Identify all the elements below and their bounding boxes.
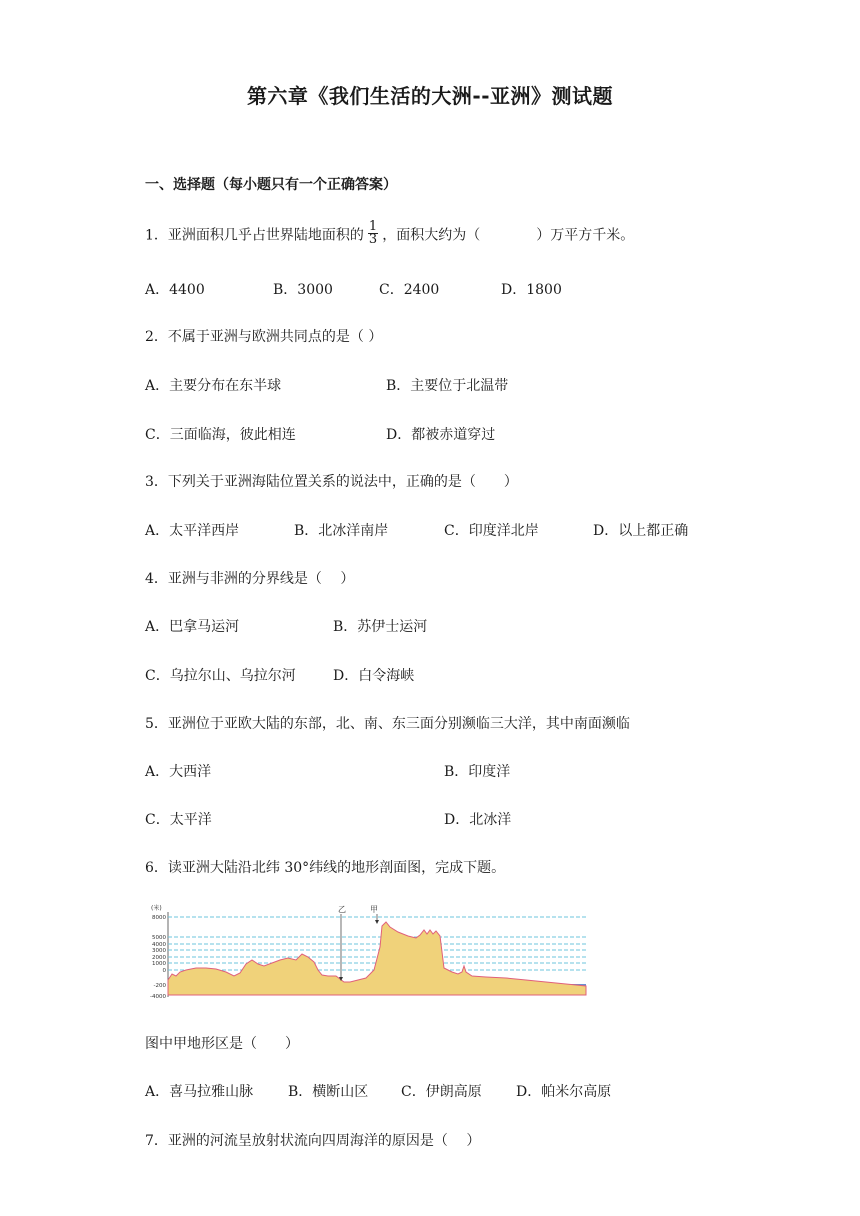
- question-1-stem: [145, 219, 635, 248]
- q6-option-d[interactable]: D．帕米尔高原: [516, 1084, 612, 1100]
- q5-option-a[interactable]: A．大西洋: [145, 764, 212, 780]
- question-7-stem: 7．亚洲的河流呈放射状流向四周海洋的原因是（ ）: [145, 1133, 481, 1149]
- q1-option-c[interactable]: C．2400: [379, 282, 440, 298]
- q4-option-c[interactable]: C．乌拉尔山、乌拉尔河: [145, 668, 296, 684]
- fraction-denominator: 3: [368, 232, 378, 247]
- marker-jia-label: 甲: [370, 905, 378, 914]
- q2-option-c[interactable]: C．三面临海，彼此相连: [145, 427, 296, 443]
- question-3-stem: 3．下列关于亚洲海陆位置关系的说法中，正确的是（ ）: [145, 474, 518, 490]
- tick-label-minus-4000: -4000: [150, 994, 166, 1000]
- question-6-sub-stem: 图中甲地形区是（ ）: [145, 1036, 299, 1052]
- q6-option-c[interactable]: C．伊朗高原: [401, 1084, 482, 1100]
- q6-option-a[interactable]: A．喜马拉雅山脉: [145, 1084, 254, 1100]
- q5-option-c[interactable]: C．太平洋: [145, 812, 212, 828]
- tick-label-1000: 1000: [152, 961, 166, 967]
- tick-label-2000: 2000: [152, 955, 166, 961]
- q3-option-a[interactable]: A．太平洋西岸: [145, 523, 240, 539]
- q4-option-a[interactable]: A．巴拿马运河: [145, 619, 240, 635]
- tick-label-4000: 4000: [152, 942, 166, 948]
- tick-label-3000: 3000: [152, 948, 166, 954]
- question-6-stem: 6．读亚洲大陆沿北纬 30°纬线的地形剖面图，完成下题。: [145, 860, 506, 876]
- terrain-profile-svg: [146, 902, 591, 1002]
- tick-label-0: 0: [162, 968, 166, 974]
- q2-option-b[interactable]: B．主要位于北温带: [386, 378, 509, 394]
- terrain-profile-figure: [146, 902, 591, 1006]
- q3-option-d[interactable]: D．以上都正确: [593, 523, 689, 539]
- question-1-stem-start: 1．亚洲面积几乎占世界陆地面积的: [145, 227, 364, 244]
- question-5-stem: 5．亚洲位于亚欧大陆的东部，北、南、东三面分别濒临三大洋，其中南面濒临: [145, 716, 630, 732]
- q1-option-d[interactable]: D．1800: [501, 282, 562, 298]
- q5-option-d[interactable]: D．北冰洋: [444, 812, 512, 828]
- q4-option-b[interactable]: B．苏伊士运河: [333, 619, 428, 635]
- terrain-land-area: [168, 922, 586, 995]
- tick-label-5000: 5000: [152, 935, 166, 941]
- fraction-numerator: 1: [368, 219, 378, 234]
- tick-label-minus-200: -200: [153, 983, 166, 989]
- q2-option-a[interactable]: A．主要分布在东半球: [145, 378, 282, 394]
- marker-yi-label: 乙: [338, 905, 346, 914]
- q4-option-d[interactable]: D．白令海峡: [333, 668, 415, 684]
- q6-option-b[interactable]: B．横断山区: [288, 1084, 369, 1100]
- q1-option-b[interactable]: B．3000: [273, 282, 333, 298]
- marker-jia-arrow-icon: [375, 920, 379, 924]
- profile-unit-label: (米): [151, 905, 162, 912]
- q2-option-d[interactable]: D．都被赤道穿过: [386, 427, 496, 443]
- question-2-stem: 2．不属于亚洲与欧洲共同点的是（ ）: [145, 329, 383, 345]
- q5-option-b[interactable]: B．印度洋: [444, 764, 511, 780]
- q3-option-b[interactable]: B．北冰洋南岸: [294, 523, 389, 539]
- page-title: 第六章《我们生活的大洲--亚洲》测试题: [246, 84, 614, 108]
- q1-option-a[interactable]: A．4400: [145, 282, 205, 298]
- tick-label-8000: 8000: [152, 915, 166, 921]
- question-4-stem: 4．亚洲与非洲的分界线是（ ）: [145, 571, 355, 587]
- fraction-one-third: [368, 221, 378, 246]
- question-1-stem-end: ，面积大约为（ ）万平方千米。: [382, 227, 635, 244]
- q3-option-c[interactable]: C．印度洋北岸: [444, 523, 539, 539]
- section-heading-choice: 一、选择题（每小题只有一个正确答案）: [145, 177, 397, 193]
